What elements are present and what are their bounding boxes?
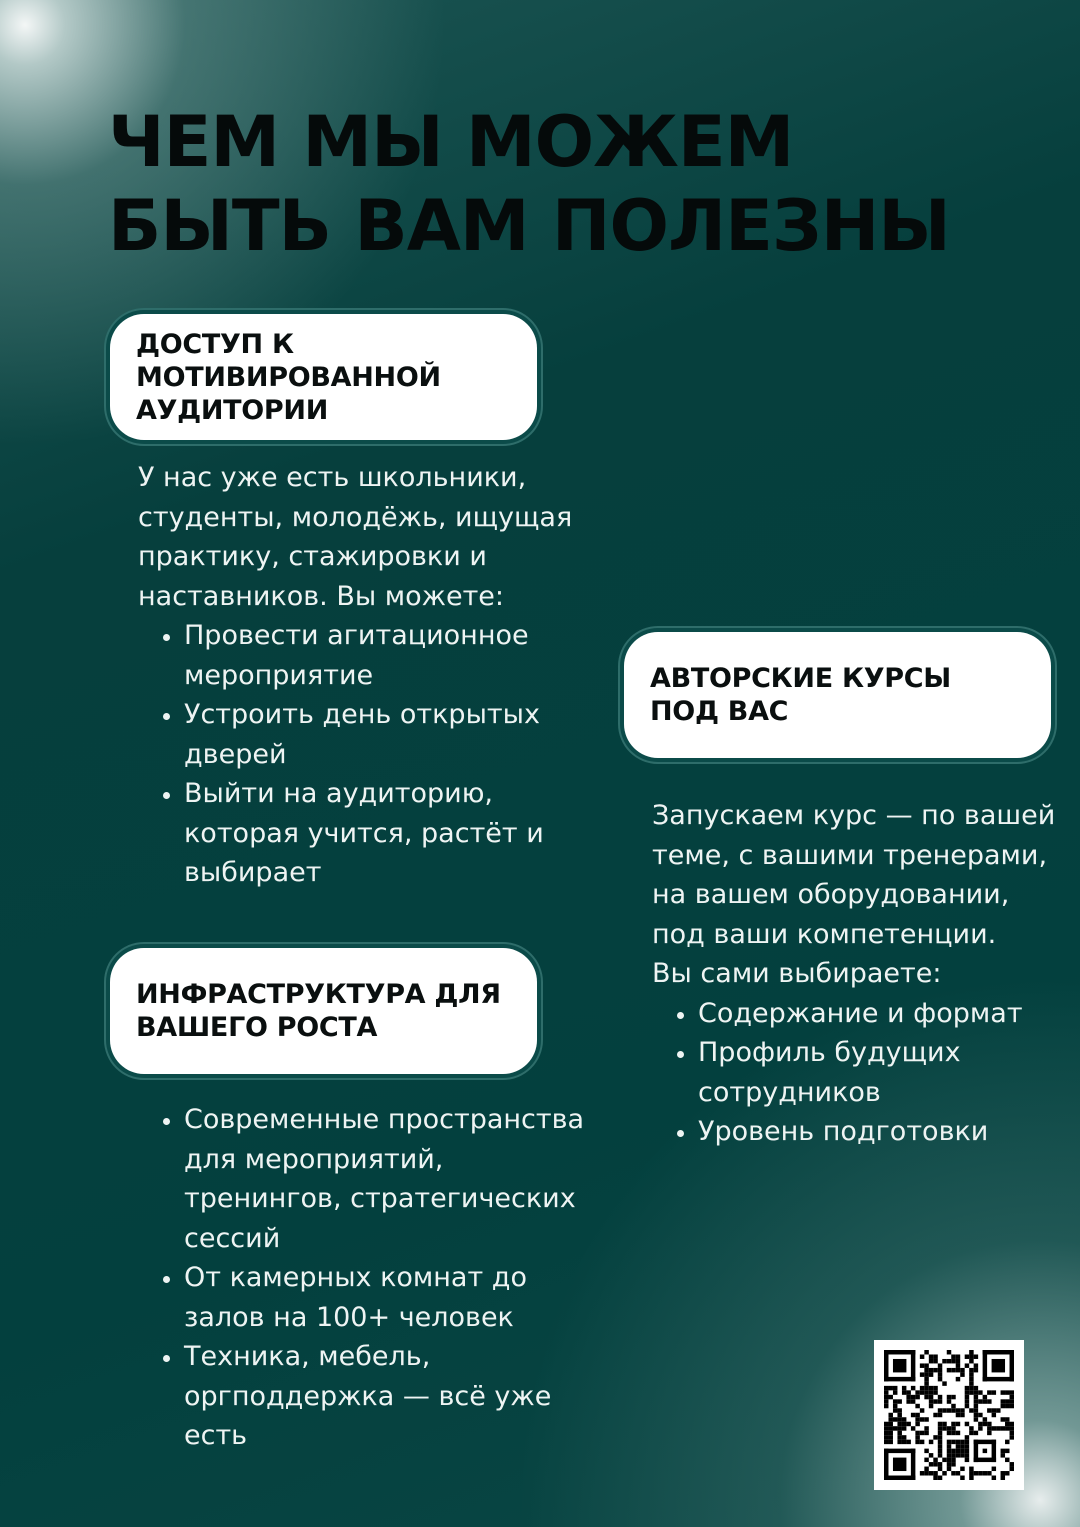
courses-heading-line-1: АВТОРСКИЕ КУРСЫ <box>650 663 951 694</box>
list-item: • Выйти на аудиторию, которая учится, растёт и выбирает <box>184 774 588 893</box>
infra-heading-line-1: ИНФРАСТРУКТУРА ДЛЯ <box>136 979 501 1010</box>
courses-list <box>652 994 1057 1152</box>
infra-heading-line-2: ВАШЕГО РОСТА <box>136 1012 378 1043</box>
qr-code-icon[interactable] <box>874 1340 1024 1490</box>
list-item: • Профиль будущих сотрудников <box>698 1033 1057 1112</box>
courses-heading-card <box>624 632 1051 758</box>
audience-intro: У нас уже есть школьники, студенты, молодёжь, ищущая практику, стажировки и наставников. Вы можете: <box>138 462 573 612</box>
infra-heading <box>136 978 501 1044</box>
audience-heading-line-1: ДОСТУП К <box>136 328 294 360</box>
audience-list <box>138 616 588 893</box>
list-item: • Содержание и формат <box>698 994 1057 1034</box>
page-title <box>108 100 1008 268</box>
courses-body <box>652 796 1057 1152</box>
infra-heading-card <box>110 948 537 1074</box>
list-item: • Современные пространства для мероприятий, тренингов, стратегических сессий <box>184 1100 603 1258</box>
audience-heading-line-3: АУДИТОРИИ <box>136 394 329 426</box>
list-item: • Устроить день открытых дверей <box>184 695 588 774</box>
page-title-line-1: ЧЕМ МЫ МОЖЕМ <box>108 101 794 183</box>
list-item: • Техника, мебель, оргподдержка — всё уже есть <box>184 1337 603 1456</box>
audience-body <box>138 458 588 893</box>
infra-list <box>138 1100 603 1456</box>
courses-heading-line-2: ПОД ВАС <box>650 696 789 727</box>
courses-intro: Запускаем курс — по вашей теме, с вашими тренерами, на вашем оборудовании, под ваши компетенции. <box>652 800 1056 950</box>
audience-heading <box>136 328 441 427</box>
list-item: • Уровень подготовки <box>698 1112 1057 1152</box>
courses-lead: Вы сами выбираете: <box>652 958 942 989</box>
courses-heading <box>650 662 951 728</box>
audience-heading-line-2: МОТИВИРОВАННОЙ <box>136 361 441 393</box>
list-item: • Провести агитационное мероприятие <box>184 616 588 695</box>
list-item: • От камерных комнат до залов на 100+ человек <box>184 1258 603 1337</box>
audience-heading-card <box>110 314 537 440</box>
page-title-line-2: БЫТЬ ВАМ ПОЛЕЗНЫ <box>108 185 950 267</box>
qr-code-graphic <box>884 1350 1014 1480</box>
infra-body <box>138 1100 603 1456</box>
